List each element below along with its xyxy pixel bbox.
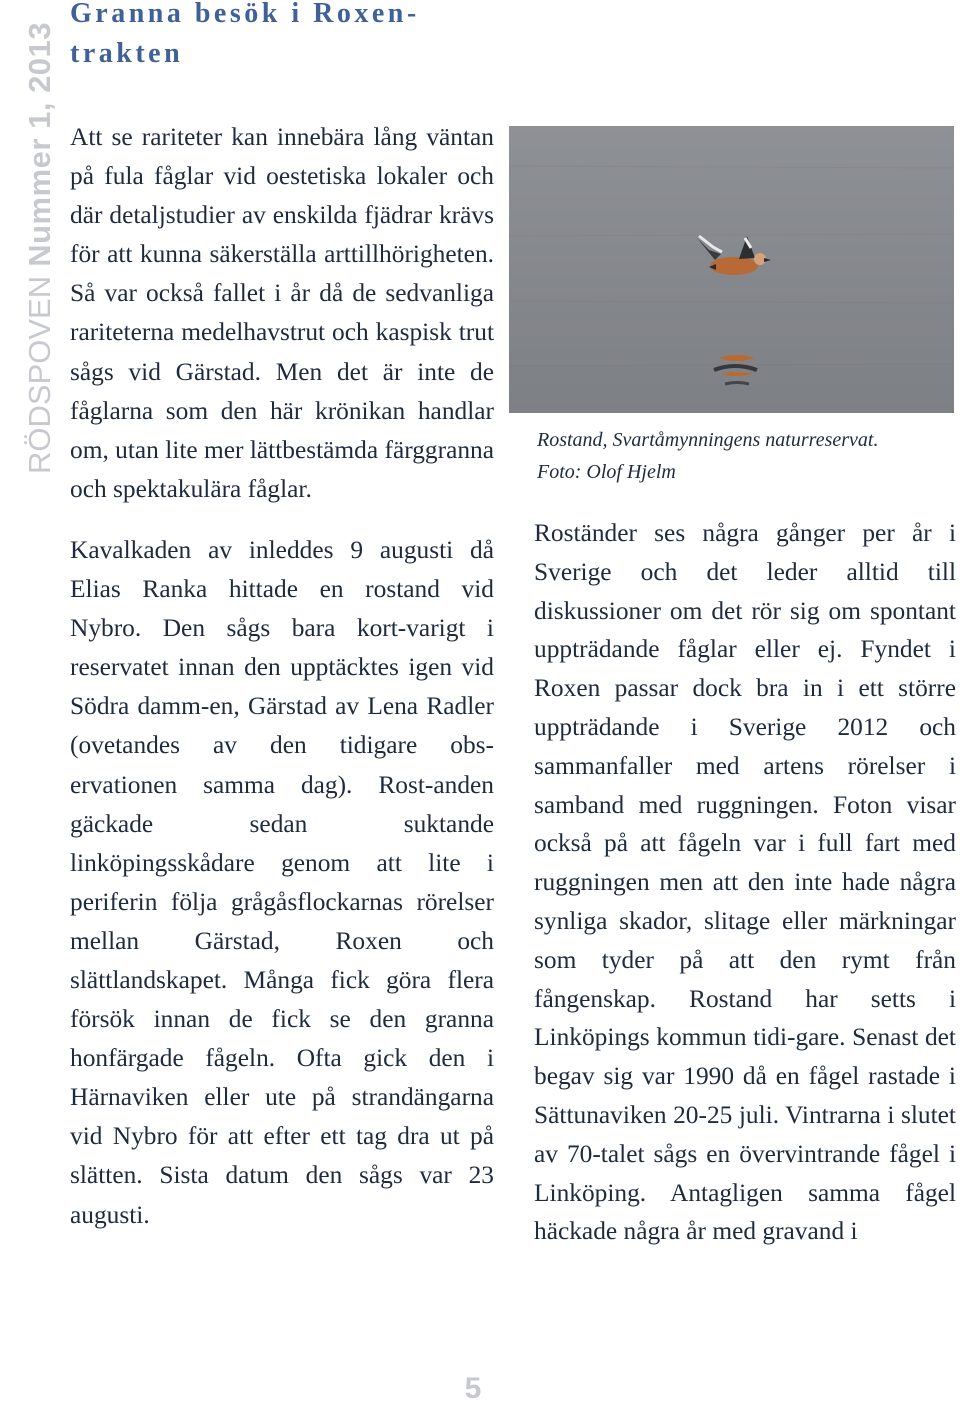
page-number: 5 — [464, 1372, 482, 1405]
article-headline: Granna besök i Roxen-trakten — [70, 0, 420, 69]
rostand-photo-illustration — [509, 126, 954, 413]
issue-label: Nummer 1, 2013 — [22, 21, 57, 267]
paragraph-intro: Att se rariteter kan innebära lång väntan på fula fåglar vid oestetiska lokaler och där detaljstudier av enskilda fjädrar krävs för att kunna säkerställa arttillhörigheten. Så var också fallet i år då de sedvanliga rariteterna medelhavstrut och kaspisk trut sågs vid Gärstad. Men det är inte de fåglarna som den här krönikan handlar om, utan lite mer lättbestämda färggranna och spektakulära fåglar. — [70, 123, 494, 503]
left-column — [70, 118, 494, 1235]
photo-caption — [537, 424, 957, 488]
sidebar-masthead — [2, 0, 57, 480]
caption-title: Rostand, Svartåmynningens naturreservat. — [537, 429, 879, 451]
paragraph-rostander: Roständer ses några gånger per år i Sverige och det leder alltid till diskussioner om det rör sig om spontant uppträdande fåglar eller ej. Fyndet i Roxen passar dock bra in i ett större uppträdande i Sverige 2012 och sammanfaller med artens rörelser i samband med ruggningen. Foton visar också på att fågeln var i full fart med ruggningen men att den inte hade några synliga skador, slitage eller märkningar som tyder på att den rymt från fångenskap. Rostand har setts i Linköpings kommun tidi-gare. Senast det begav sig var 1990 då en fågel rastade i Sättunaviken 20-25 juli. Vintrarna i slutet av 70-talet sågs en övervintrande fågel i Linköping. Antagligen samma fågel häckade några år med gravand i — [534, 519, 956, 1246]
photo-rostand — [509, 126, 954, 413]
caption-credit: Foto: Olof Hjelm — [537, 461, 676, 483]
right-column — [534, 514, 956, 1251]
sidebar-masthead-text — [22, 22, 58, 474]
magazine-name: RÖDSPOVEN — [22, 275, 57, 474]
paragraph-kavalkaden: Kavalkaden av inleddes 9 augusti då Elias Ranka hittade en rostand vid Nybro. Den sågs bara kort-varigt i reservatet innan den upptäcktes igen vid Södra damm-en, Gärstad av Lena Radler (ovetandes av den tidigare obs-ervationen samma dag). Rost-anden gäckade sedan suktande linköpingsskådare genom att lite i periferin följa grågåsflockarnas rörelser mellan Gärstad, Roxen och slättlandskapet. Många fick göra flera försök innan de fick se den granna honfärgade fågeln. Ofta gick den i Härnaviken eller ute på strandängarna vid Nybro för att efter ett tag dra ut på slätten. Sista datum den sågs var 23 augusti. — [70, 535, 494, 1229]
